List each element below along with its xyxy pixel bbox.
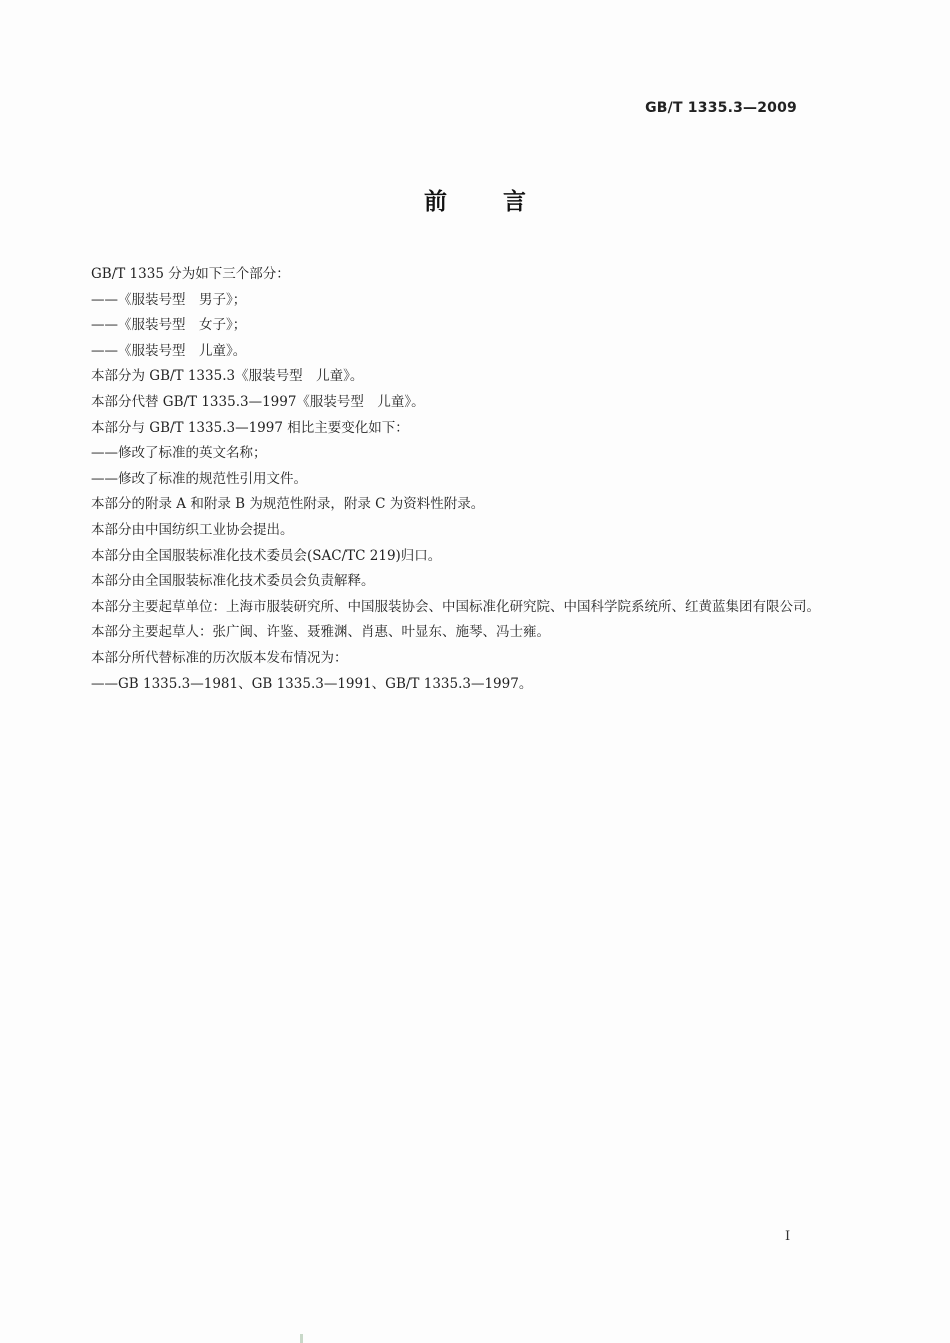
- paragraph: GB/T 1335 分为如下三个部分：: [91, 266, 290, 282]
- standard-number: GB/T 1335.3—2009: [645, 100, 797, 116]
- list-item: ——GB 1335.3—1981、GB 1335.3—1991、GB/T 1335.3—1997。: [91, 675, 533, 692]
- paragraph: 本部分代替 GB/T 1335.3—1997《服装号型 儿童》。: [91, 393, 425, 410]
- paragraph: 本部分主要起草单位：上海市服装研究所、中国服装协会、中国标准化研究院、中国科学院系统所、红黄蓝集团有限公司。: [91, 598, 820, 615]
- paragraph: 本部分与 GB/T 1335.3—1997 相比主要变化如下：: [91, 419, 409, 436]
- page-number: I: [785, 1229, 791, 1244]
- list-item: ——《服装号型 女子》；: [91, 317, 247, 334]
- paragraph: 本部分为 GB/T 1335.3《服装号型 儿童》。: [91, 368, 364, 385]
- paragraph: 本部分所代替标准的历次版本发布情况为：: [91, 649, 348, 666]
- paragraph: 本部分由全国服装标准化技术委员会负责解释。: [91, 573, 375, 590]
- paragraph: 本部分由全国服装标准化技术委员会(SAC/TC 219)归口。: [91, 547, 442, 564]
- list-item: ——《服装号型 男子》；: [91, 291, 247, 308]
- foreword-body: [60, 262, 820, 697]
- paragraph: 本部分由中国纺织工业协会提出。: [91, 521, 294, 538]
- paragraph: 本部分的附录 A 和附录 B 为规范性附录，附录 C 为资料性附录。: [91, 496, 485, 513]
- paragraph: 本部分主要起草人：张广闽、许鉴、聂雅渊、肖惠、叶显东、施琴、冯士雍。: [91, 624, 550, 641]
- list-item: ——《服装号型 儿童》。: [91, 342, 247, 359]
- page-title: 前言: [424, 189, 582, 215]
- scan-artifact: [300, 1334, 303, 1343]
- list-item: ——修改了标准的规范性引用文件。: [91, 470, 307, 487]
- list-item: ——修改了标准的英文名称；: [91, 445, 267, 462]
